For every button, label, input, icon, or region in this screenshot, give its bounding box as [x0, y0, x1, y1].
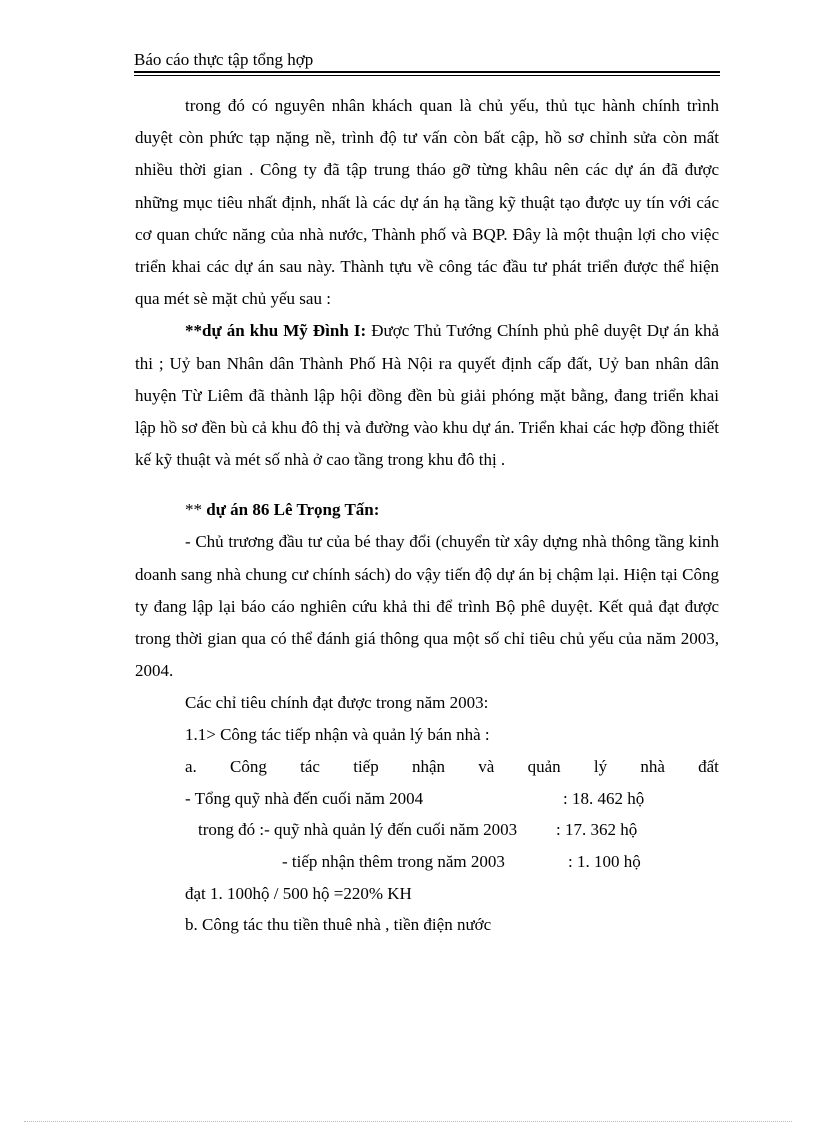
section-a-word: tiếp [353, 756, 379, 776]
section-b-line: b. Công tác thu tiền thuê nhà , tiền điện nước [185, 915, 492, 935]
total-housing-label: - Tổng quỹ nhà đến cuối năm 2004 [185, 788, 424, 808]
my-dinh-text: Được Thủ Tướng Chính phủ phê duyệt Dự án khả thi ; Uỷ ban Nhân dân Thành Phố Hà Nội ra quyết định cấp đất, Uỷ ban nhân dân huyện Từ Liêm đã thành lập hội đồng đền bù giải phóng mặt bằng, đang triển khai lập hồ sơ đền bù cả khu đô thị và đường vào khu dự án. Triển khai các hợp đồng thiết kế kỹ thuật và mét số nhà ở cao tầng trong khu đô thị . [135, 321, 719, 470]
achievement-line: đạt 1. 100hộ / 500 hộ =220% KH [185, 883, 412, 903]
section-a-line [185, 751, 719, 783]
received-housing-value: : 1. 100 hộ [568, 851, 641, 871]
received-housing-label: - tiếp nhận thêm trong năm 2003 [282, 851, 505, 871]
page-bottom-dotted-rule [24, 1121, 792, 1122]
page-header: Báo cáo thực tập tổng hợp [134, 50, 314, 69]
my-dinh-heading: **dự án khu Mỹ Đình I: [185, 321, 367, 341]
section-a-word: và [478, 756, 495, 776]
section-a-word: nhận [411, 756, 446, 776]
managed-housing-row [135, 814, 719, 846]
managed-housing-value: : 17. 362 hộ [556, 820, 638, 840]
le-trong-tan-title: dự án 86 Lê Trọng Tấn: [206, 500, 380, 520]
section-a-word: tác [300, 756, 320, 776]
section-a-word: a. [185, 756, 197, 776]
indicators-2003-line: Các chỉ tiêu chính đạt được trong năm 2003: [185, 693, 489, 713]
section-a-word: quản [527, 756, 561, 776]
managed-housing-label: trong đó :- quỹ nhà quản lý đến cuối năm 2003 [198, 820, 518, 840]
received-housing-row [135, 846, 719, 878]
paragraph-investment-overview: trong đó có nguyên nhân khách quan là chủ yếu, thủ tục hành chính trình duyệt còn phức tạp nặng nề, trình độ tư vấn còn bất cập, hồ sơ chỉnh sửa còn mất nhiều thời gian . Công ty đã tập trung tháo gỡ từng khâu nên các dự án đã được những mục tiêu nhất định, nhất là các dự án hạ tầng kỹ thuật tạo được uy tín với các cơ quan chức năng của nhà nước, Thành phố và BQP. Đây là một thuận lợi cho việc triển khai các dự án sau này. Thành tựu về công tác đầu tư phát triển được thể hiện qua mét sè mặt chủ yếu sau : [135, 96, 719, 309]
section-a-word: nhà [640, 756, 665, 776]
header-rule-thin [134, 75, 720, 76]
le-trong-tan-heading [185, 494, 719, 526]
paragraph-my-dinh-project [135, 315, 719, 476]
section-a-word: Công [230, 756, 267, 776]
paragraph-le-trong-tan: - Chủ trương đầu tư của bé thay đổi (chuyển từ xây dựng nhà thông tầng kinh doanh sang nhà chung cư chính sách) do vậy tiến độ dự án bị chậm lại. Hiện tại Công ty đang lập lại báo cáo nghiên cứu khả thi để trình Bộ phê duyệt. Kết quả đạt được trong thời gian qua có thể đánh giá thông qua một số chỉ tiêu chủ yếu của năm 2003, 2004. [135, 532, 719, 681]
le-trong-tan-stars: ** [185, 500, 207, 520]
section-a-word: lý [593, 756, 608, 776]
document-body [135, 90, 719, 941]
section-1-1-line: 1.1> Công tác tiếp nhận và quản lý bán nhà : [185, 725, 490, 745]
header-rule-thick [134, 71, 720, 73]
total-housing-value: : 18. 462 hộ [563, 788, 645, 808]
section-a-word: đất [698, 756, 719, 776]
total-housing-row [135, 783, 719, 815]
